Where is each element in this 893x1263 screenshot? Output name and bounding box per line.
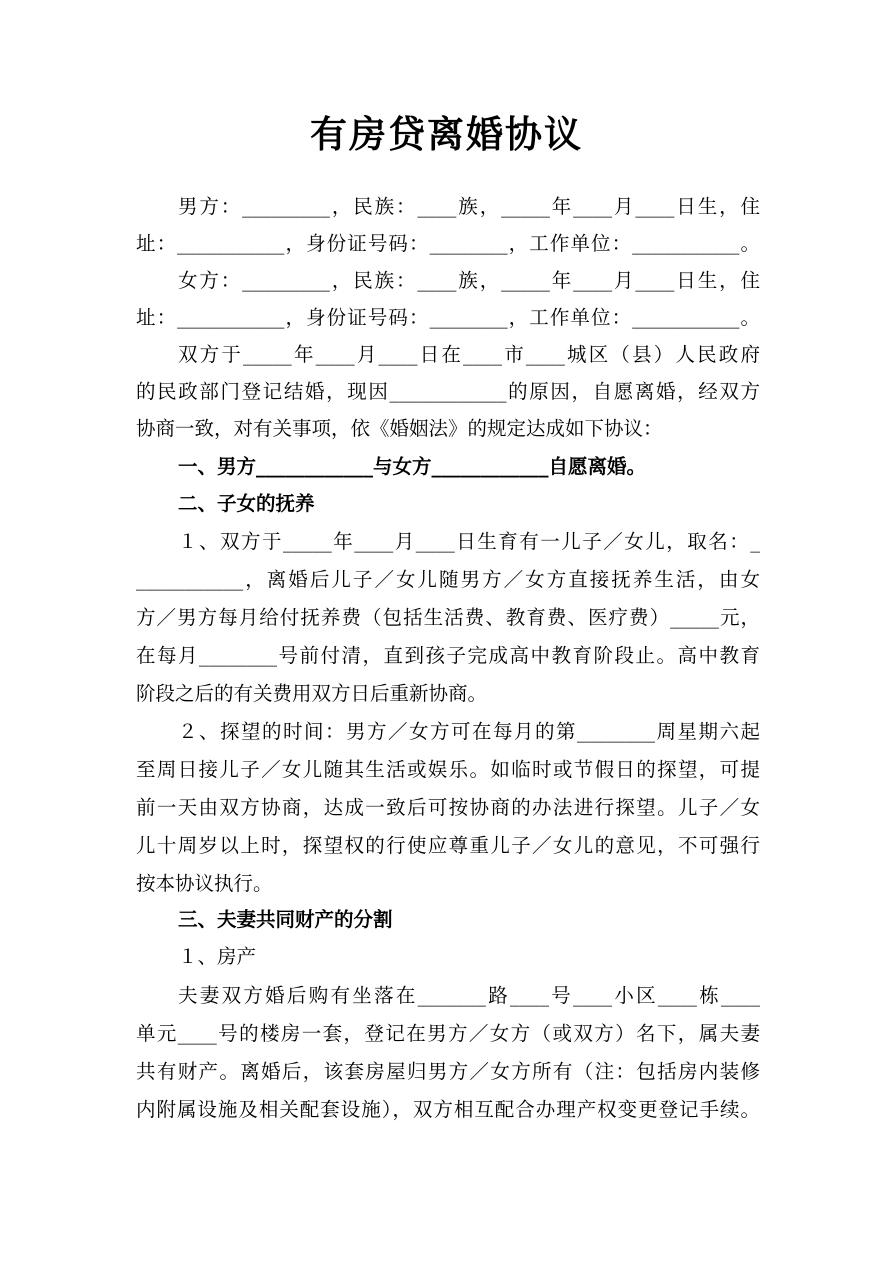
line-female-address: 址：___________，身份证号码：________，工作单位：___________。 — [136, 306, 760, 329]
line-divorce-reason: 的民政部门登记结婚，现因____________的原因，自愿离婚，经双方 — [136, 380, 760, 403]
line-later-costs: 阶段之后的有关费用双方日后重新协商。 — [136, 682, 488, 705]
document-title: 有房贷离婚协议 — [310, 113, 583, 156]
line-male-address: 址：___________，身份证号码：________，工作单位：___________。 — [136, 232, 760, 255]
line-visitation-time: ２、探望的时间：男方／女方可在每月的第________周星期六起 — [178, 720, 760, 743]
line-property-transfer: 内附属设施及相关配套设施），双方相互配合办理产权变更登记手续。 — [136, 1098, 760, 1121]
line-agreement-intro: 协商一致，对有关事项，依《婚姻法》的规定达成如下协议： — [136, 417, 663, 440]
line-female-info: 女方：_________，民族：____族，_____年____月____日生，住 — [178, 269, 760, 292]
line-visitation-end: 按本协议执行。 — [136, 872, 273, 895]
line-property-location: 夫妻双方婚后购有坐落在_______路____号____小区____栋____ — [178, 984, 760, 1007]
line-payment-date: 在每月________号前付清，直到孩子完成高中教育阶段止。高中教育 — [136, 644, 760, 667]
line-property-registration: 单元____号的楼房一套，登记在男方／女方（或双方）名下，属夫妻 — [136, 1022, 760, 1045]
line-child-birth: １、双方于_____年____月____日生育有一儿子／女儿，取名：_ — [178, 530, 760, 553]
line-property-ownership: 共有财产。离婚后，该套房屋归男方／女方所有（注：包括房内装修 — [136, 1060, 760, 1083]
subsection-property: １、房产 — [178, 945, 257, 968]
section-3-heading: 三、夫妻共同财产的分割 — [178, 908, 393, 931]
line-visitation-holiday: 前一天由双方协商，达成一致后可按协商的办法进行探望。儿子／女 — [136, 796, 760, 819]
line-male-info: 男方：_________，民族：____族，_____年____月____日生，住 — [178, 195, 760, 218]
section-2-heading: 二、子女的抚养 — [178, 492, 315, 515]
line-child-support: 方／男方每月给付抚养费（包括生活费、教育费、医疗费）_____元， — [136, 606, 760, 629]
line-child-custody: ___________，离婚后儿子／女儿随男方／女方直接抚养生活，由女 — [136, 568, 760, 591]
section-1-heading: 一、男方____________与女方____________自愿离婚。 — [178, 455, 647, 478]
line-visitation-age: 儿十周岁以上时，探望权的行使应尊重儿子／女儿的意见，不可强行 — [136, 834, 760, 857]
line-visitation-weekend: 至周日接儿子／女儿随其生活或娱乐。如临时或节假日的探望，可提 — [136, 758, 760, 781]
line-marriage-registration: 双方于_____年____月____日在____市____城区（县）人民政府 — [178, 343, 760, 366]
